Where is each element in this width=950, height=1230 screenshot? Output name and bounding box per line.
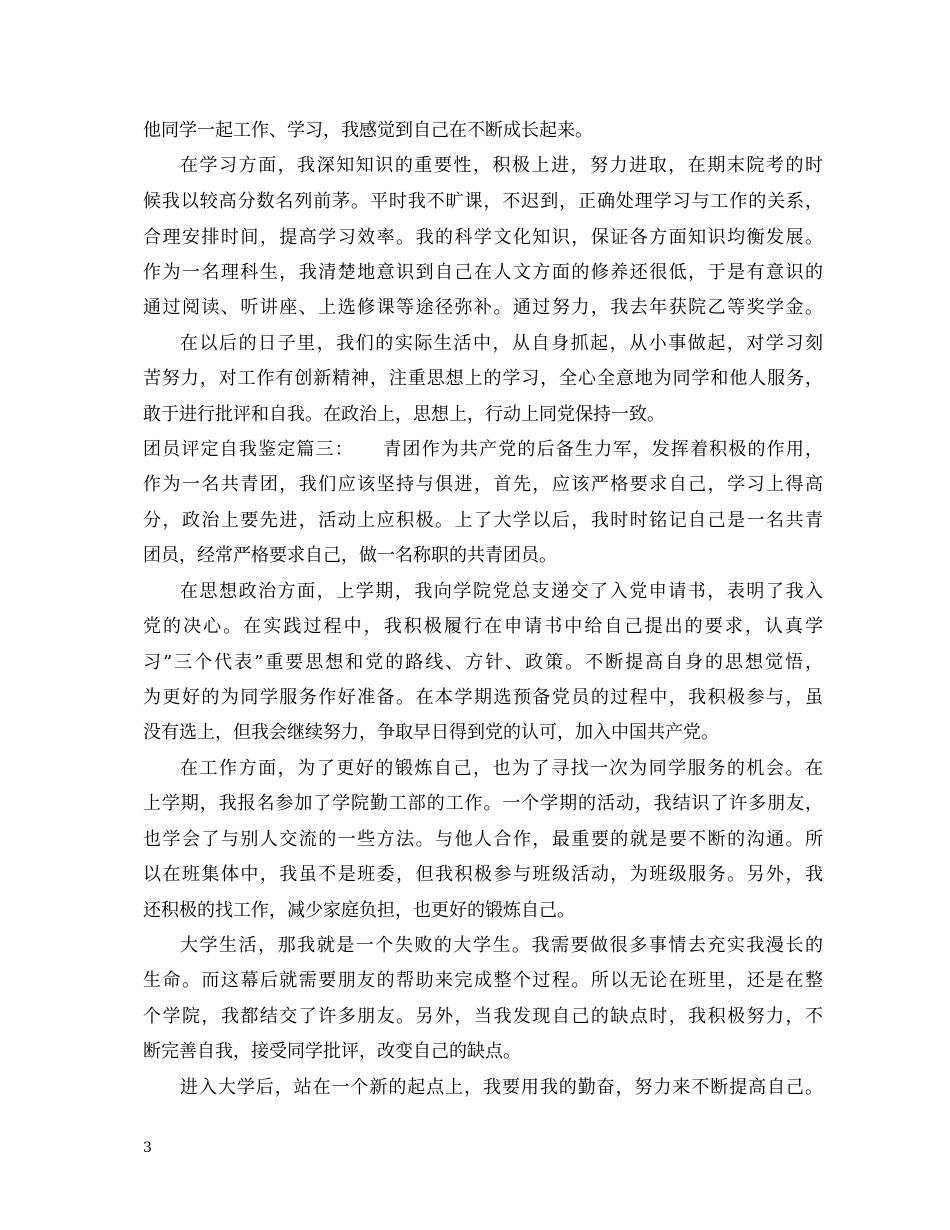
text-line: 合理安排时间，提高学习效率。我的科学文化知识，保证各方面知识均衡发展。 [143,227,823,248]
text-line: 敢于进行批评和自我。在政治上，思想上，行动上同党保持一致。 [143,404,665,425]
text-line: 上学期，我报名参加了学院勤工部的工作。一个学期的活动，我结识了许多朋友， [143,793,823,814]
text-line: 通过阅读、听讲座、上选修课等途径弥补。通过努力，我去年获院乙等奖学金。 [143,297,823,318]
text-line: 在思想政治方面，上学期，我向学院党总支递交了入党申请书，表明了我入 [180,581,823,602]
section-heading-line: 团员评定自我鉴定篇三： 青团作为共产党的后备生力军，发挥着积极的作用， [143,439,823,460]
text-line: 作为一名共青团，我们应该坚持与俱进，首先，应该严格要求自己，学习上得高 [143,474,823,495]
text-line: 候我以较高分数名列前茅。平时我不旷课，不迟到，正确处理学习与工作的关系， [143,191,823,212]
text-line: 生命。而这幕后就需要朋友的帮助来完成整个过程。所以无论在班里，还是在整 [143,970,823,991]
text-line: 团员，经常严格要求自己，做一名称职的共青团员。 [143,545,557,566]
text-line: 在学习方面，我深知知识的重要性，积极上进，努力进取，在期末院考的时 [180,155,823,176]
text-line: 在以后的日子里，我们的实际生活中，从自身抓起，从小事做起，对学习刻 [180,333,823,354]
text-line: 为更好的为同学服务作好准备。在本学期选预备党员的过程中，我积极参与，虽 [143,687,823,708]
text-line: 分，政治上要先进，活动上应积极。上了大学以后，我时时铭记自己是一名共青 [143,510,823,531]
text-line: 习”三个代表”重要思想和党的路线、方针、政策。不断提高自身的思想觉悟， [143,652,823,673]
text-line: 在工作方面，为了更好的锻炼自己，也为了寻找一次为同学服务的机会。在 [180,758,823,779]
text-line: 个学院，我都结交了许多朋友。另外，当我发现自己的缺点时，我积极努力，不 [143,1006,823,1027]
text-line: 他同学一起工作、学习，我感觉到自己在不断成长起来。 [143,120,593,141]
text-line: 断完善自我，接受同学批评，改变自己的缺点。 [143,1041,521,1062]
text-line: 进入大学后，站在一个新的起点上，我要用我的勤奋，努力来不断提高自己。 [180,1077,823,1098]
text-line: 也学会了与别人交流的一些方法。与他人合作，最重要的就是要不断的沟通。所 [143,829,823,850]
text-line: 党的决心。在实践过程中，我积极履行在申请书中给自己提出的要求，认真学 [143,616,823,637]
text-line: 没有选上，但我会继续努力，争取早日得到党的认可，加入中国共产党。 [143,722,719,743]
text-line: 还积极的找工作，减少家庭负担，也更好的锻炼自己。 [143,900,575,921]
text-line: 作为一名理科生，我清楚地意识到自己在人文方面的修养还很低，于是有意识的 [143,262,823,283]
text-line: 以在班集体中，我虽不是班委，但我积极参与班级活动，为班级服务。另外，我 [143,864,823,885]
text-line: 大学生活，那我就是一个失败的大学生。我需要做很多事情去充实我漫长的 [180,935,823,956]
page-number: 3 [143,1140,152,1156]
text-line: 苦努力，对工作有创新精神，注重思想上的学习，全心全意地为同学和他人服务， [143,368,823,389]
